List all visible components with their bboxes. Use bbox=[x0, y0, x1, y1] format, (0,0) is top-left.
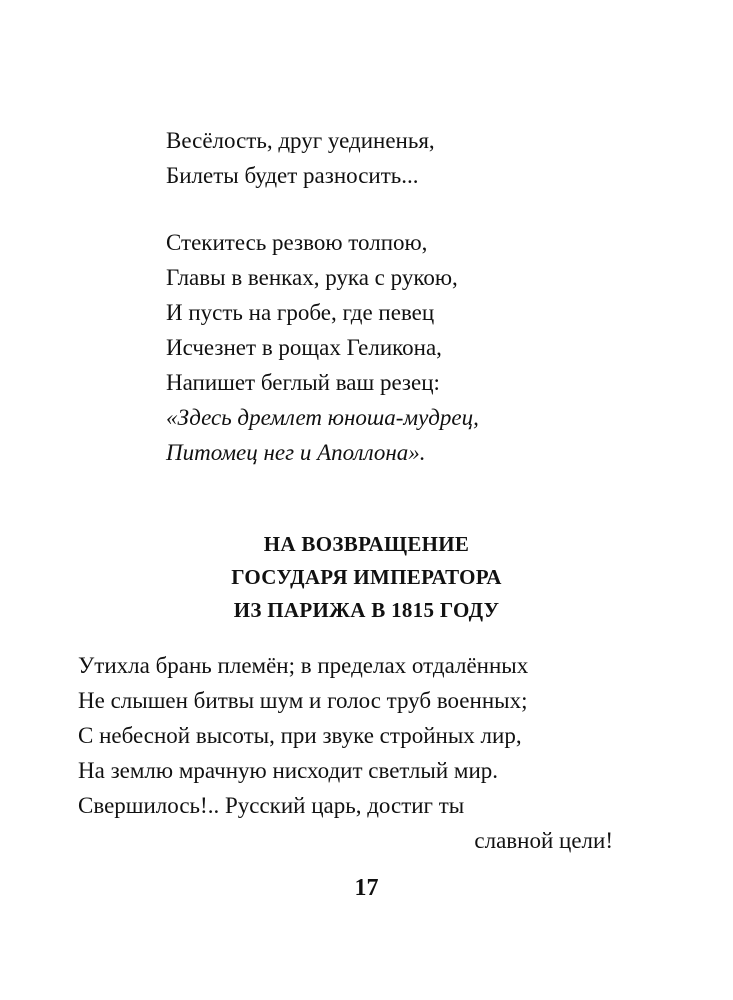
poem-title-line-1: НА ВОЗВРАЩЕНИЕ bbox=[263, 532, 470, 556]
stanza2-line-7-epitaph: Питомец нег и Аполлона». bbox=[166, 440, 426, 465]
page-number: 17 bbox=[354, 875, 379, 901]
poem-line-2: Не слышен битвы шум и голос труб военных; bbox=[78, 688, 528, 713]
stanza2-line-4: Исчезнет в рощах Геликона, bbox=[166, 335, 442, 360]
poem-line-3: С небесной высоты, при звуке стройных лир, bbox=[78, 723, 522, 748]
stanza1-line-2: Билеты будет разносить... bbox=[166, 163, 419, 188]
stanza2-line-2: Главы в венках, рука с рукою, bbox=[166, 265, 458, 290]
poem-title-line-3: ИЗ ПАРИЖА В 1815 ГОДУ bbox=[233, 598, 500, 622]
stanza2-line-5: Напишет беглый ваш резец: bbox=[166, 370, 440, 395]
poem-line-1: Утихла брань племён; в пределах отдалённых bbox=[78, 653, 529, 678]
poem-line-5: Свершилось!.. Русский царь, достиг ты bbox=[78, 793, 465, 818]
stanza1-line-1: Весёлость, друг уединенья, bbox=[166, 128, 435, 153]
poem-line-4: На землю мрачную нисходит светлый мир. bbox=[78, 758, 498, 783]
stanza2-line-3: И пусть на гробе, где певец bbox=[166, 300, 435, 325]
stanza2-line-1: Стекитесь резвою толпою, bbox=[166, 230, 428, 255]
poem-title-line-2: ГОСУДАРЯ ИМПЕРАТОРА bbox=[231, 565, 502, 589]
poem-line-5-continuation: славной цели! bbox=[474, 828, 613, 853]
stanza2-line-6-epitaph: «Здесь дремлет юноша-мудрец, bbox=[166, 405, 479, 430]
